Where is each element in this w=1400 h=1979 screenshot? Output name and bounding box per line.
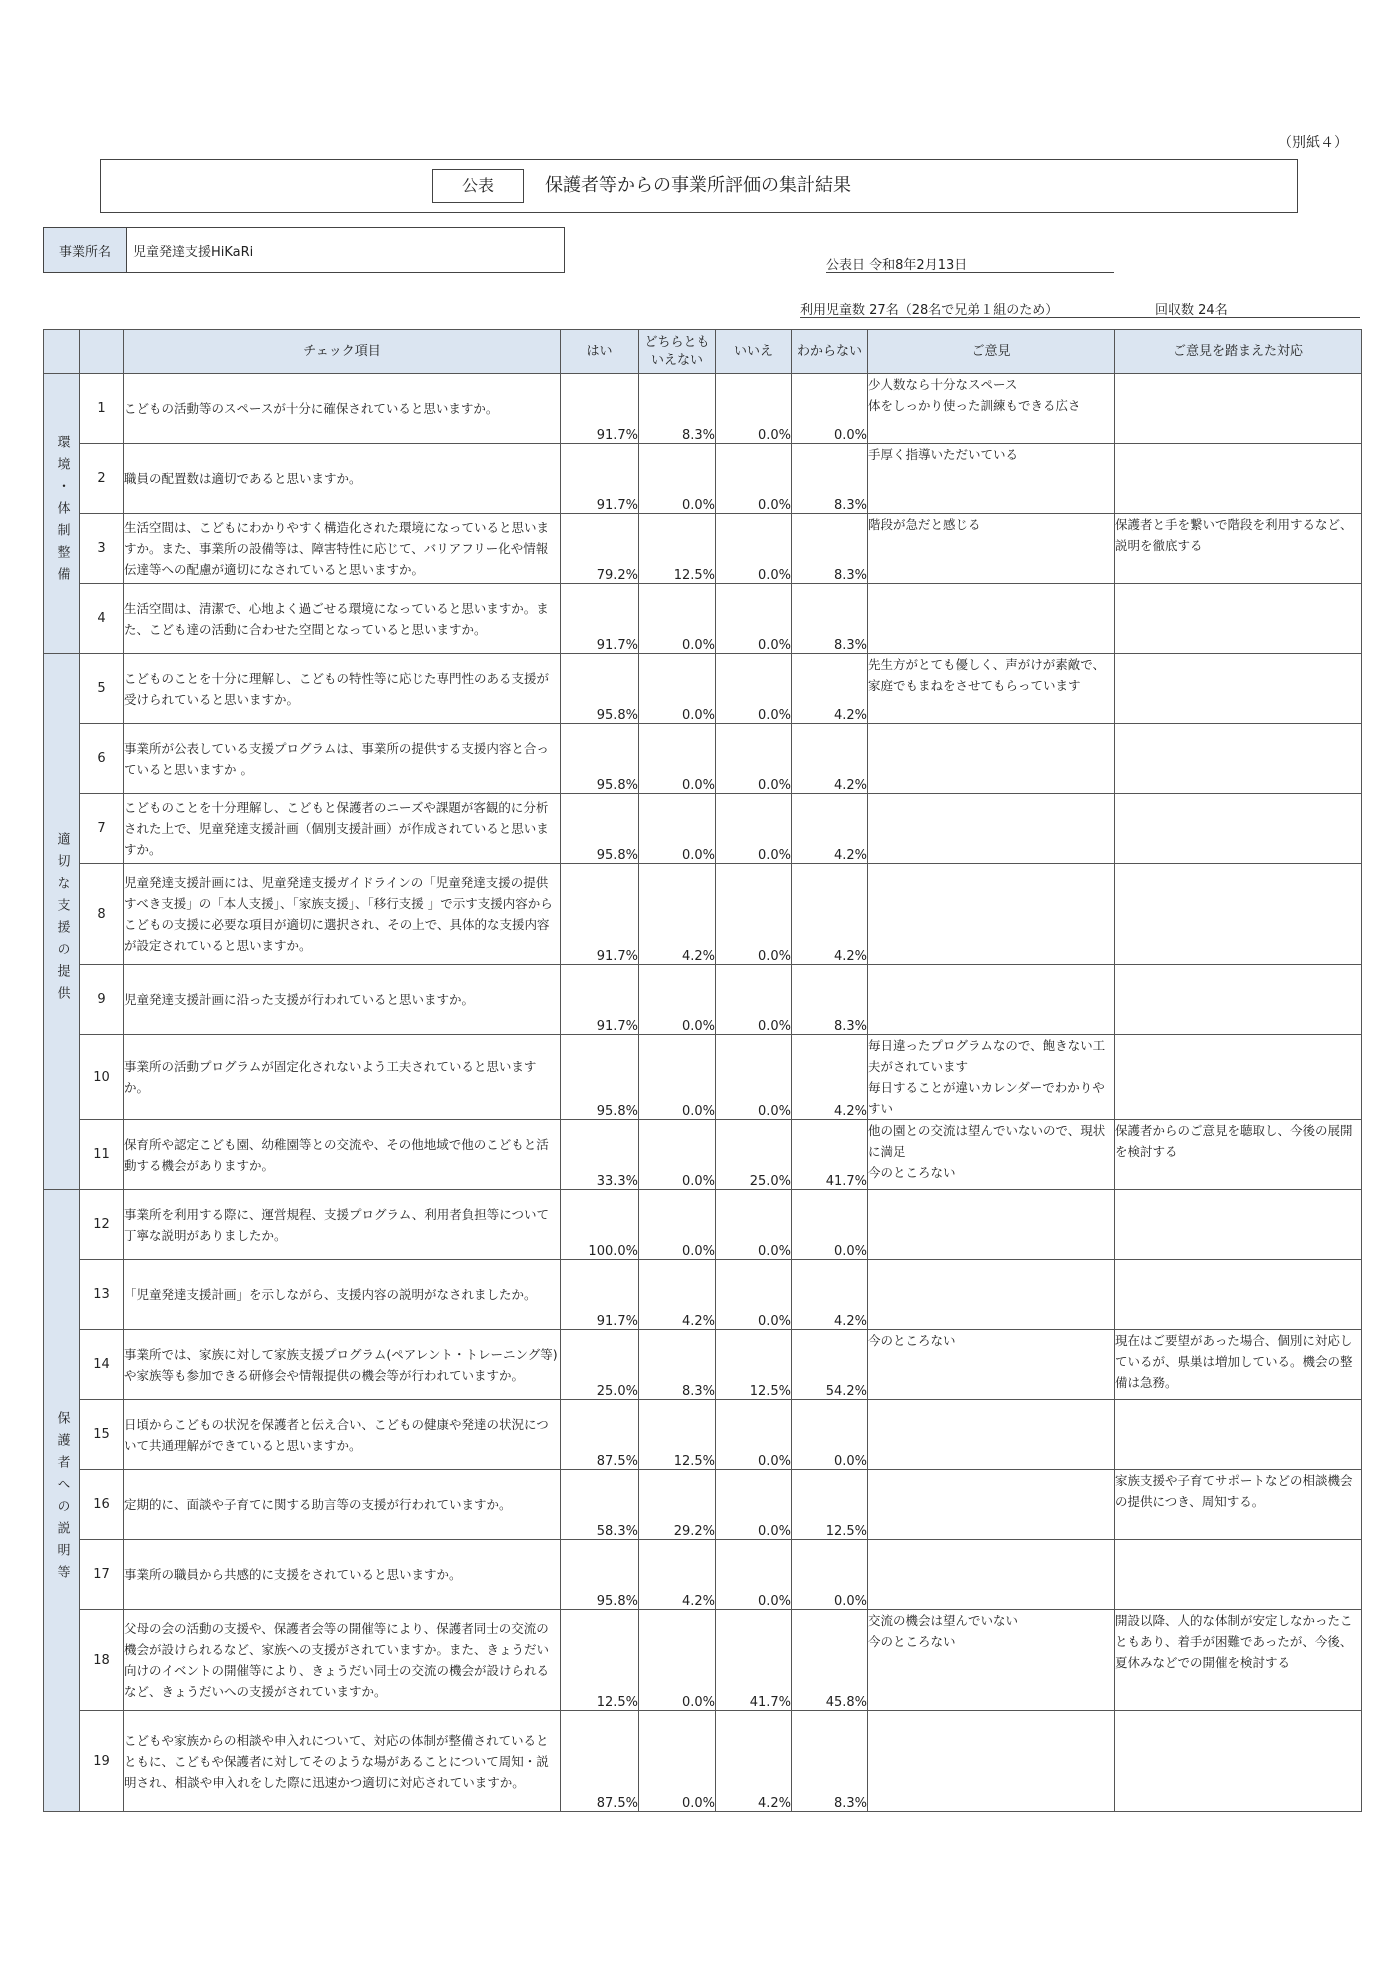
response-cell (1115, 1711, 1362, 1812)
table-row (44, 794, 1362, 864)
item-number: 7 (80, 794, 124, 864)
no-percentage: 0.0% (716, 1260, 792, 1330)
response-cell (1115, 1400, 1362, 1470)
opinion-line: 今のところない (868, 1634, 956, 1649)
header-neither-line1: どちらとも (644, 334, 710, 350)
opinion-line: 体をしっかり使った訓練もできる広さ (868, 398, 1081, 413)
neither-percentage: 0.0% (639, 1035, 716, 1120)
neither-percentage: 8.3% (639, 1330, 716, 1400)
no-percentage: 25.0% (716, 1120, 792, 1190)
opinion-cell (868, 374, 1115, 444)
question-text: 事業所の職員から共感的に支援をされていると思いますか。 (124, 1540, 561, 1610)
item-number: 16 (80, 1470, 124, 1540)
office-label: 事業所名 (44, 228, 127, 272)
opinion-cell (868, 1260, 1115, 1330)
no-percentage: 0.0% (716, 724, 792, 794)
yes-percentage: 95.8% (561, 1035, 639, 1120)
opinion-line: 先生方がとても優しく、声がけが素敵で、家庭でもまねをさせてもらっています (868, 657, 1106, 693)
response-line: 開設以降、人的な体制が安定しなかったこともあり、着手が困難であったが、今後、夏休みなどでの開催を検討する (1115, 1613, 1353, 1670)
opinion-line: 今のところない (868, 1333, 956, 1348)
item-number: 1 (80, 374, 124, 444)
table-row (44, 1540, 1362, 1610)
response-cell (1115, 374, 1362, 444)
question-text: 児童発達支援計画に沿った支援が行われていると思いますか。 (124, 965, 561, 1035)
yes-percentage: 91.7% (561, 1260, 639, 1330)
header-check-item: チェック項目 (124, 330, 561, 374)
opinion-cell (868, 1190, 1115, 1260)
annex-label: （別紙４） (1278, 135, 1348, 151)
response-cell (1115, 584, 1362, 654)
unknown-percentage: 4.2% (792, 794, 868, 864)
yes-percentage: 87.5% (561, 1400, 639, 1470)
response-line: 保護者からのご意見を聴取し、今後の展開を検討する (1115, 1123, 1353, 1159)
table-row (44, 1260, 1362, 1330)
header-blank-number (80, 330, 124, 374)
yes-percentage: 100.0% (561, 1190, 639, 1260)
response-cell (1115, 1540, 1362, 1610)
opinion-line: 少人数なら十分なスペース (868, 377, 1018, 392)
opinion-cell (868, 444, 1115, 514)
header-yes: はい (561, 330, 639, 374)
response-cell (1115, 1330, 1362, 1400)
responses-value: 24名 (1198, 303, 1228, 318)
question-text: 生活空間は、こどもにわかりやすく構造化された環境になっていると思いますか。また、事業所の設備等は、障害特性に応じて、バリアフリー化や情報伝達等への配慮が適切になされていると思いますか。 (124, 514, 561, 584)
opinion-cell (868, 1540, 1115, 1610)
opinion-cell (868, 1035, 1115, 1120)
opinion-cell (868, 1330, 1115, 1400)
question-text: 事業所を利用する際に、運営規程、支援プログラム、利用者負担等について丁寧な説明がありましたか。 (124, 1190, 561, 1260)
yes-percentage: 95.8% (561, 724, 639, 794)
no-percentage: 0.0% (716, 864, 792, 965)
table-row (44, 1470, 1362, 1540)
page-title: 保護者等からの事業所評価の集計結果 (545, 175, 851, 196)
unknown-percentage: 8.3% (792, 444, 868, 514)
neither-percentage: 0.0% (639, 724, 716, 794)
yes-percentage: 95.8% (561, 794, 639, 864)
neither-percentage: 29.2% (639, 1470, 716, 1540)
neither-percentage: 0.0% (639, 794, 716, 864)
table-row (44, 724, 1362, 794)
opinion-cell (868, 724, 1115, 794)
response-line: 現在はご要望があった場合、個別に対応しているが、県巣は増加している。機会の整備は急務。 (1115, 1333, 1353, 1390)
neither-percentage: 4.2% (639, 1260, 716, 1330)
item-number: 2 (80, 444, 124, 514)
no-percentage: 4.2% (716, 1711, 792, 1812)
neither-percentage: 0.0% (639, 444, 716, 514)
no-percentage: 0.0% (716, 965, 792, 1035)
table-row (44, 654, 1362, 724)
responses-label: 回収数 (1155, 303, 1195, 318)
neither-percentage: 12.5% (639, 1400, 716, 1470)
response-cell (1115, 654, 1362, 724)
response-cell (1115, 514, 1362, 584)
no-percentage: 0.0% (716, 1400, 792, 1470)
opinion-cell (868, 584, 1115, 654)
opinion-line: 手厚く指導いただいている (868, 447, 1019, 462)
header-opinions: ご意見 (868, 330, 1115, 374)
table-row (44, 1035, 1362, 1120)
unknown-percentage: 41.7% (792, 1120, 868, 1190)
header-no: いいえ (716, 330, 792, 374)
unknown-percentage: 0.0% (792, 374, 868, 444)
item-number: 9 (80, 965, 124, 1035)
unknown-percentage: 4.2% (792, 724, 868, 794)
opinion-line: 他の園との交流は望んでいないので、現状に満足 (868, 1123, 1106, 1159)
table-row (44, 1711, 1362, 1812)
neither-percentage: 0.0% (639, 1190, 716, 1260)
item-number: 15 (80, 1400, 124, 1470)
item-number: 13 (80, 1260, 124, 1330)
question-text: 日頃からこどもの状況を保護者と伝え合い、こどもの健康や発達の状況について共通理解ができていると思いますか。 (124, 1400, 561, 1470)
table-row (44, 514, 1362, 584)
unknown-percentage: 4.2% (792, 654, 868, 724)
response-cell (1115, 1610, 1362, 1711)
item-number: 3 (80, 514, 124, 584)
opinion-cell (868, 965, 1115, 1035)
category-cell (44, 374, 80, 654)
opinion-cell (868, 654, 1115, 724)
unknown-percentage: 45.8% (792, 1610, 868, 1711)
no-percentage: 0.0% (716, 514, 792, 584)
opinion-line: 交流の機会は望んでいない (868, 1613, 1019, 1628)
item-number: 5 (80, 654, 124, 724)
response-cell (1115, 1260, 1362, 1330)
neither-percentage: 4.2% (639, 864, 716, 965)
yes-percentage: 33.3% (561, 1120, 639, 1190)
opinion-cell (868, 1120, 1115, 1190)
no-percentage: 0.0% (716, 374, 792, 444)
question-text: こどもの活動等のスペースが十分に確保されていると思いますか。 (124, 374, 561, 444)
neither-percentage: 0.0% (639, 584, 716, 654)
category-label: 適切な支援の提供 (54, 832, 70, 1008)
opinion-line: 毎日することが違いカレンダーでわかりやすい (868, 1080, 1105, 1116)
unknown-percentage: 54.2% (792, 1330, 868, 1400)
unknown-percentage: 8.3% (792, 514, 868, 584)
item-number: 6 (80, 724, 124, 794)
no-percentage: 0.0% (716, 1470, 792, 1540)
no-percentage: 0.0% (716, 794, 792, 864)
office-box (43, 227, 565, 273)
table-row (44, 1610, 1362, 1711)
yes-percentage: 91.7% (561, 864, 639, 965)
table-row (44, 1120, 1362, 1190)
opinion-line: 階段が急だと感じる (868, 517, 981, 532)
item-number: 8 (80, 864, 124, 965)
question-text: 事業所では、家族に対して家族支援プログラム(ペアレント・トレーニング等)や家族等も参加できる研修会や情報提供の機会等が行われていますか。 (124, 1330, 561, 1400)
question-text: 保育所や認定こども園、幼稚園等との交流や、その他地域で他のこどもと活動する機会がありますか。 (124, 1120, 561, 1190)
response-line: 保護者と手を繋いで階段を利用するなど、説明を徹底する (1115, 517, 1353, 553)
item-number: 4 (80, 584, 124, 654)
category-label: 環境・体制整備 (54, 435, 70, 589)
table-row (44, 374, 1362, 444)
neither-percentage: 0.0% (639, 1711, 716, 1812)
question-text: こどもや家族からの相談や申入れについて、対応の体制が整備されているとともに、こどもや保護者に対してそのような場があることについて周知・説明され、相談や申入れをした際に迅速かつ適切に対応されていますか。 (124, 1711, 561, 1812)
yes-percentage: 91.7% (561, 965, 639, 1035)
survey-body (44, 374, 1362, 1812)
unknown-percentage: 0.0% (792, 1400, 868, 1470)
table-header-row (44, 330, 1362, 374)
no-percentage: 0.0% (716, 654, 792, 724)
neither-percentage: 0.0% (639, 654, 716, 724)
yes-percentage: 58.3% (561, 1470, 639, 1540)
question-text: こどものことを十分に理解し、こどもの特性等に応じた専門性のある支援が受けられていると思いますか。 (124, 654, 561, 724)
neither-percentage: 12.5% (639, 514, 716, 584)
opinion-cell (868, 794, 1115, 864)
item-number: 12 (80, 1190, 124, 1260)
yes-percentage: 91.7% (561, 374, 639, 444)
neither-percentage: 0.0% (639, 1610, 716, 1711)
no-percentage: 12.5% (716, 1330, 792, 1400)
table-row (44, 584, 1362, 654)
item-number: 18 (80, 1610, 124, 1711)
response-cell (1115, 794, 1362, 864)
no-percentage: 0.0% (716, 1540, 792, 1610)
neither-percentage: 4.2% (639, 1540, 716, 1610)
office-name: 児童発達支援HiKaRi (133, 244, 254, 260)
response-cell (1115, 724, 1362, 794)
header-neither (639, 330, 716, 374)
response-cell (1115, 1035, 1362, 1120)
users-value: 27名（28名で兄弟１組のため） (869, 303, 1059, 318)
opinion-cell (868, 1610, 1115, 1711)
unknown-percentage: 4.2% (792, 1035, 868, 1120)
title-box (100, 159, 1298, 213)
item-number: 11 (80, 1120, 124, 1190)
publication-date (826, 254, 1114, 273)
yes-percentage: 12.5% (561, 1610, 639, 1711)
response-line: 家族支援や子育てサポートなどの相談機会の提供につき、周知する。 (1115, 1473, 1353, 1509)
publication-date-value: 令和8年2月13日 (869, 258, 968, 273)
no-percentage: 0.0% (716, 444, 792, 514)
opinion-cell (868, 1711, 1115, 1812)
item-number: 10 (80, 1035, 124, 1120)
opinion-cell (868, 1470, 1115, 1540)
table-row (44, 864, 1362, 965)
question-text: 父母の会の活動の支援や、保護者会等の開催等により、保護者同士の交流の機会が設けられるなど、家族への支援がされていますか。また、きょうだい向けのイベントの開催等により、きょうだい同士の交流の機会が設けられるなど、きょうだいへの支援がされていますか。 (124, 1610, 561, 1711)
neither-percentage: 8.3% (639, 374, 716, 444)
opinion-cell (868, 864, 1115, 965)
question-text: こどものことを十分理解し、こどもと保護者のニーズや課題が客観的に分析された上で、児童発達支援計画（個別支援計画）が作成されていると思いますか。 (124, 794, 561, 864)
opinion-line: 今のところない (868, 1165, 956, 1180)
yes-percentage: 25.0% (561, 1330, 639, 1400)
unknown-percentage: 8.3% (792, 1711, 868, 1812)
item-number: 19 (80, 1711, 124, 1812)
item-number: 14 (80, 1330, 124, 1400)
yes-percentage: 95.8% (561, 654, 639, 724)
table-row (44, 965, 1362, 1035)
header-response: ご意見を踏まえた対応 (1115, 330, 1362, 374)
question-text: 定期的に、面談や子育てに関する助言等の支援が行われていますか。 (124, 1470, 561, 1540)
unknown-percentage: 8.3% (792, 965, 868, 1035)
question-text: 児童発達支援計画には、児童発達支援ガイドラインの「児童発達支援の提供すべき支援」の「本人支援」、「家族支援」、「移行支援 」で示す支援内容からこどもの支援に必要な項目が適切に選択され、その上で、具体的な支援内容が設定されていると思いますか。 (124, 864, 561, 965)
yes-percentage: 91.7% (561, 584, 639, 654)
question-text: 「児童発達支援計画」を示しながら、支援内容の説明がなされましたか。 (124, 1260, 561, 1330)
response-cell (1115, 1190, 1362, 1260)
no-percentage: 0.0% (716, 1190, 792, 1260)
table-row (44, 1330, 1362, 1400)
no-percentage: 0.0% (716, 1035, 792, 1120)
opinion-line: 毎日違ったプログラムなので、飽きない工夫がされています (868, 1038, 1106, 1074)
question-text: 事業所の活動プログラムが固定化されないよう工夫されていると思いますか。 (124, 1035, 561, 1120)
question-text: 職員の配置数は適切であると思いますか。 (124, 444, 561, 514)
category-cell (44, 654, 80, 1190)
yes-percentage: 79.2% (561, 514, 639, 584)
unknown-percentage: 4.2% (792, 864, 868, 965)
question-text: 生活空間は、清潔で、心地よく過ごせる環境になっていると思いますか。また、こども達の活動に合わせた空間となっていると思いますか。 (124, 584, 561, 654)
user-stats (800, 299, 1360, 318)
survey-table (43, 329, 1362, 1812)
no-percentage: 41.7% (716, 1610, 792, 1711)
publication-date-label: 公表日 (826, 258, 866, 273)
opinion-cell (868, 1400, 1115, 1470)
neither-percentage: 0.0% (639, 965, 716, 1035)
item-number: 17 (80, 1540, 124, 1610)
users-label: 利用児童数 (800, 303, 866, 318)
unknown-percentage: 4.2% (792, 1260, 868, 1330)
response-cell (1115, 1120, 1362, 1190)
public-badge: 公表 (432, 169, 524, 203)
no-percentage: 0.0% (716, 584, 792, 654)
unknown-percentage: 0.0% (792, 1540, 868, 1610)
response-cell (1115, 1470, 1362, 1540)
category-cell (44, 1190, 80, 1812)
response-cell (1115, 965, 1362, 1035)
response-cell (1115, 444, 1362, 514)
neither-percentage: 0.0% (639, 1120, 716, 1190)
unknown-percentage: 8.3% (792, 584, 868, 654)
table-row (44, 444, 1362, 514)
header-neither-line2: いえない (650, 352, 703, 368)
table-row (44, 1190, 1362, 1260)
question-text: 事業所が公表している支援プログラムは、事業所の提供する支援内容と合っていると思いますか 。 (124, 724, 561, 794)
yes-percentage: 91.7% (561, 444, 639, 514)
header-unknown: わからない (792, 330, 868, 374)
unknown-percentage: 12.5% (792, 1470, 868, 1540)
yes-percentage: 87.5% (561, 1711, 639, 1812)
responses-count (1155, 299, 1228, 318)
category-label: 保護者への説明等 (54, 1411, 70, 1587)
response-cell (1115, 864, 1362, 965)
header-blank-category (44, 330, 80, 374)
opinion-cell (868, 514, 1115, 584)
unknown-percentage: 0.0% (792, 1190, 868, 1260)
table-row (44, 1400, 1362, 1470)
yes-percentage: 95.8% (561, 1540, 639, 1610)
